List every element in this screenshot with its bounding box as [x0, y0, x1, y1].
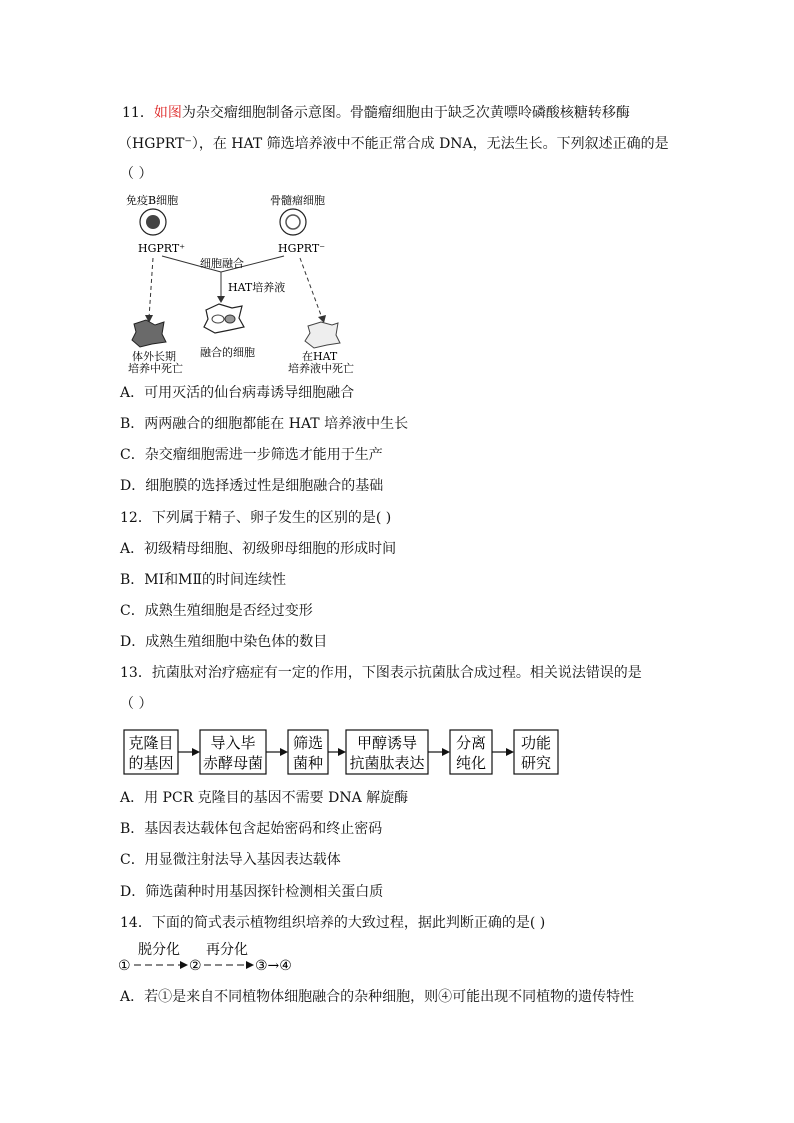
- q13-stem: 13．抗菌肽对治疗癌症有一定的作用，下图表示抗菌肽合成过程。相关说法错误的是: [120, 665, 642, 681]
- q11-figure-ref: 如图: [153, 105, 182, 121]
- left-dashed-line: [149, 258, 153, 318]
- flow-box-5-line2: 纯化: [455, 754, 487, 772]
- left-bottom-label-2: 培养中死亡: [128, 362, 183, 374]
- flow-arrow-1-head-icon: [192, 748, 200, 756]
- q14-option-a: A．若①是来自不同植物体细胞融合的杂种细胞，则④可能出现不同植物的遗传特性: [120, 989, 635, 1005]
- formula-node-1: ①: [118, 958, 131, 974]
- right-bottom-label-2: 培养液中死亡: [288, 362, 354, 374]
- q13-option-d: D．筛选菌种时用基因探针检测相关蛋白质: [120, 884, 384, 900]
- q11-hybridoma-diagram: [122, 192, 372, 374]
- q11-stem-line1: [122, 103, 630, 123]
- q11-option-a: A．可用灭活的仙台病毒诱导细胞融合: [120, 385, 355, 401]
- hgprt-right-label: HGPRT⁻: [278, 242, 326, 255]
- flow-box-4-line1: 甲醇诱导: [356, 734, 418, 752]
- formula-node-2: ②: [189, 958, 202, 974]
- flow-box-2-line2: 赤酵母菌: [202, 754, 264, 772]
- right-bottom-label-1: 在HAT: [302, 350, 338, 363]
- left-bottom-label-1: 体外长期: [132, 350, 176, 363]
- dead-myeloma-cell-icon: [305, 322, 340, 348]
- q12-option-c: C．成熟生殖细胞是否经过变形: [120, 603, 313, 619]
- myeloma-cell-label: 骨髓瘤细胞: [270, 194, 325, 207]
- flow-arrow-2-head-icon: [280, 748, 288, 756]
- flow-box-1-line2: 的基因: [128, 754, 174, 772]
- q13-answer-blank: （ ）: [120, 696, 153, 712]
- flow-box-3-line2: 菌种: [292, 754, 324, 772]
- b-cell-label: 免疫B细胞: [126, 194, 179, 207]
- flow-box-6-line1: 功能: [520, 734, 552, 752]
- formula-tail: ③→④: [255, 958, 292, 974]
- flow-box-6-line2: 研究: [520, 754, 552, 772]
- q14-stem: 14．下面的简式表示植物组织培养的大致过程，据此判断正确的是( ): [120, 915, 546, 931]
- q11-number: 11．: [122, 105, 154, 121]
- q11-option-d: D．细胞膜的选择透过性是细胞融合的基础: [120, 478, 384, 494]
- fused-nucleus-right-icon: [225, 315, 235, 323]
- fused-nucleus-left-icon: [212, 315, 224, 323]
- hat-arrow-head-icon: [217, 296, 225, 303]
- fusion-label: 细胞融合: [200, 257, 244, 270]
- b-cell-nucleus-icon: [146, 215, 160, 229]
- hat-label: HAT培养液: [228, 281, 286, 294]
- flow-box-2-line1: 导入毕: [210, 734, 256, 752]
- q13-option-c: C．用显微注射法导入基因表达载体: [120, 852, 341, 868]
- flow-arrow-4-head-icon: [442, 748, 450, 756]
- q11-option-b: B．两两融合的细胞都能在 HAT 培养液中生长: [120, 416, 409, 432]
- fused-cell-label: 融合的细胞: [200, 346, 255, 359]
- q13-flowchart: [122, 728, 562, 778]
- flow-box-3-line1: 筛选: [292, 734, 324, 752]
- flow-box-4-line2: 抗菌肽表达: [349, 754, 425, 772]
- q12-stem: 12．下列属于精子、卵子发生的区别的是( ): [120, 510, 392, 526]
- q12-option-d: D．成熟生殖细胞中染色体的数目: [120, 634, 328, 650]
- q12-option-b: B．MⅠ和MⅡ的时间连续性: [120, 572, 287, 588]
- q12-option-a: A．初级精母细胞、初级卵母细胞的形成时间: [120, 541, 397, 557]
- formula-arrow-1-head-icon: [180, 961, 188, 969]
- flow-box-1-line1: 克隆目: [128, 734, 174, 752]
- dead-b-cell-icon: [132, 320, 166, 347]
- hgprt-left-label: HGPRT⁺: [138, 242, 186, 255]
- q11-stem-line2: （HGPRT⁻），在 HAT 筛选培养液中不能正常合成 DNA，无法生长。下列叙述正确的是: [118, 136, 669, 152]
- myeloma-nucleus-icon: [286, 215, 300, 229]
- q14-formula: [118, 940, 318, 974]
- flow-box-5-line1: 分离: [455, 734, 487, 752]
- formula-label-dedifferentiation: 脱分化: [138, 942, 180, 958]
- q13-option-b: B．基因表达载体包含起始密码和终止密码: [120, 821, 383, 837]
- formula-arrow-2-head-icon: [246, 961, 254, 969]
- right-dashed-line: [300, 258, 322, 318]
- q13-option-a: A．用 PCR 克隆目的基因不需要 DNA 解旋酶: [120, 790, 409, 806]
- q11-stem-text: 为杂交瘤细胞制备示意图。骨髓瘤细胞由于缺乏次黄嘌呤磷酸核糖转移酶: [181, 105, 630, 121]
- q11-option-c: C．杂交瘤细胞需进一步筛选才能用于生产: [120, 447, 383, 463]
- formula-label-redifferentiation: 再分化: [206, 942, 248, 958]
- q11-answer-blank: （ ）: [120, 166, 153, 182]
- flow-arrow-5-head-icon: [506, 748, 514, 756]
- flow-arrow-3-head-icon: [338, 748, 346, 756]
